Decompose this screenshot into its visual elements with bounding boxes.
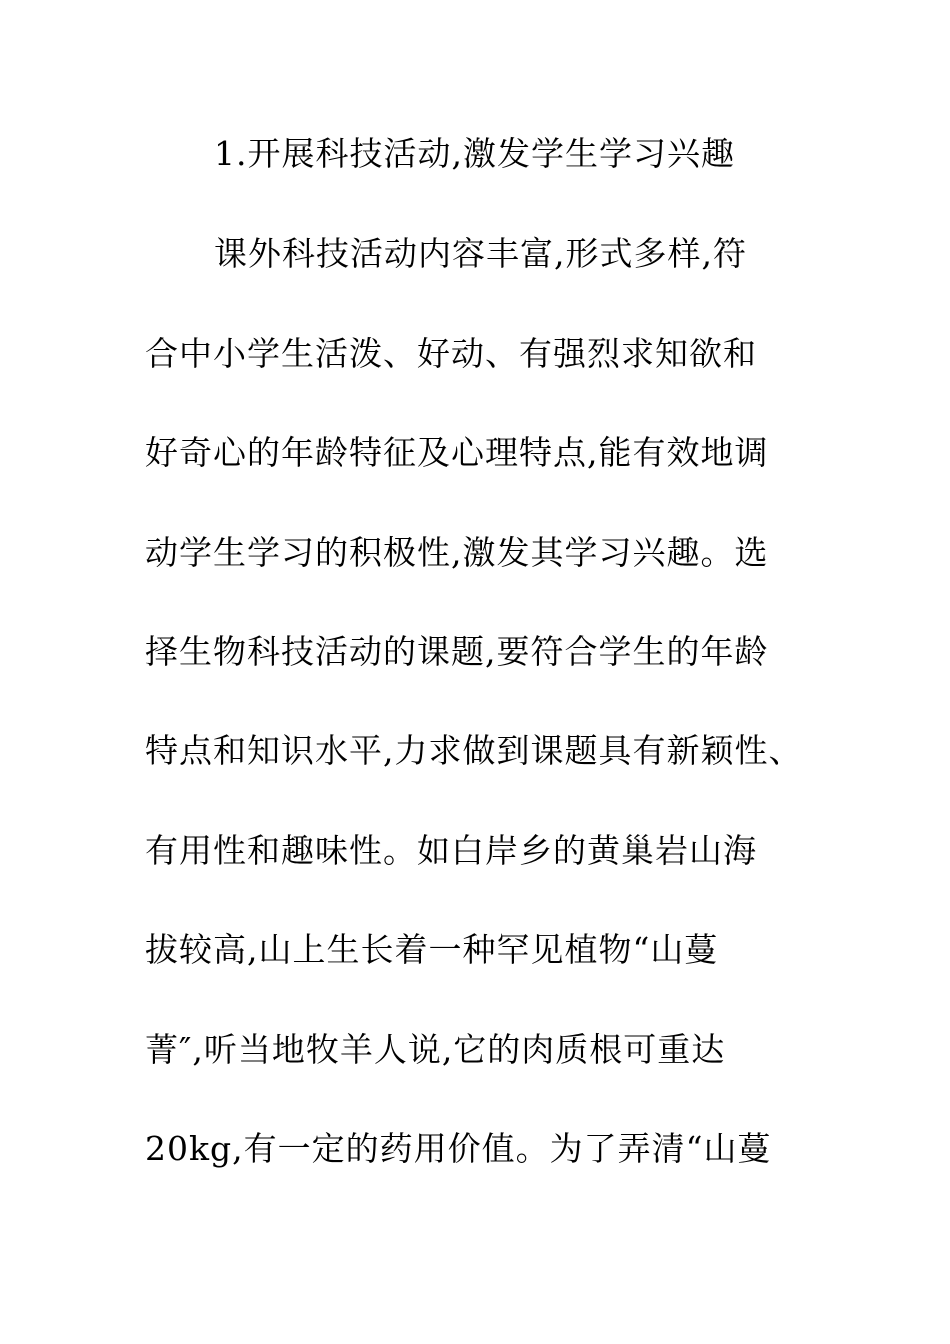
paragraph-line: 拔较高,山上生长着一种罕见植物“山蔓 [145, 930, 719, 969]
paragraph-line: 择生物科技活动的课题,要符合学生的年龄 [145, 632, 769, 671]
paragraph-line: 菁″,听当地牧羊人说,它的肉质根可重达 [145, 1030, 726, 1069]
paragraph-line: 特点和知识水平,力求做到课题具有新颖性、 [145, 731, 803, 770]
paragraph-line: 课外科技活动内容丰富,形式多样,符 [214, 234, 747, 273]
paragraph-line: 合中小学生活泼、好动、有强烈求知欲和 [145, 334, 757, 373]
paragraph-line: 动学生学习的积极性,激发其学习兴趣。选 [145, 533, 769, 572]
section-heading: 1.开展科技活动,激发学生学习兴趣 [214, 134, 735, 173]
paragraph-line: 有用性和趣味性。如白岸乡的黄巢岩山海 [145, 831, 757, 870]
paragraph-line: 好奇心的年龄特征及心理特点,能有效地调 [145, 433, 769, 472]
paragraph-line: 20kg,有一定的药用价值。为了弄清“山蔓 [145, 1129, 772, 1168]
